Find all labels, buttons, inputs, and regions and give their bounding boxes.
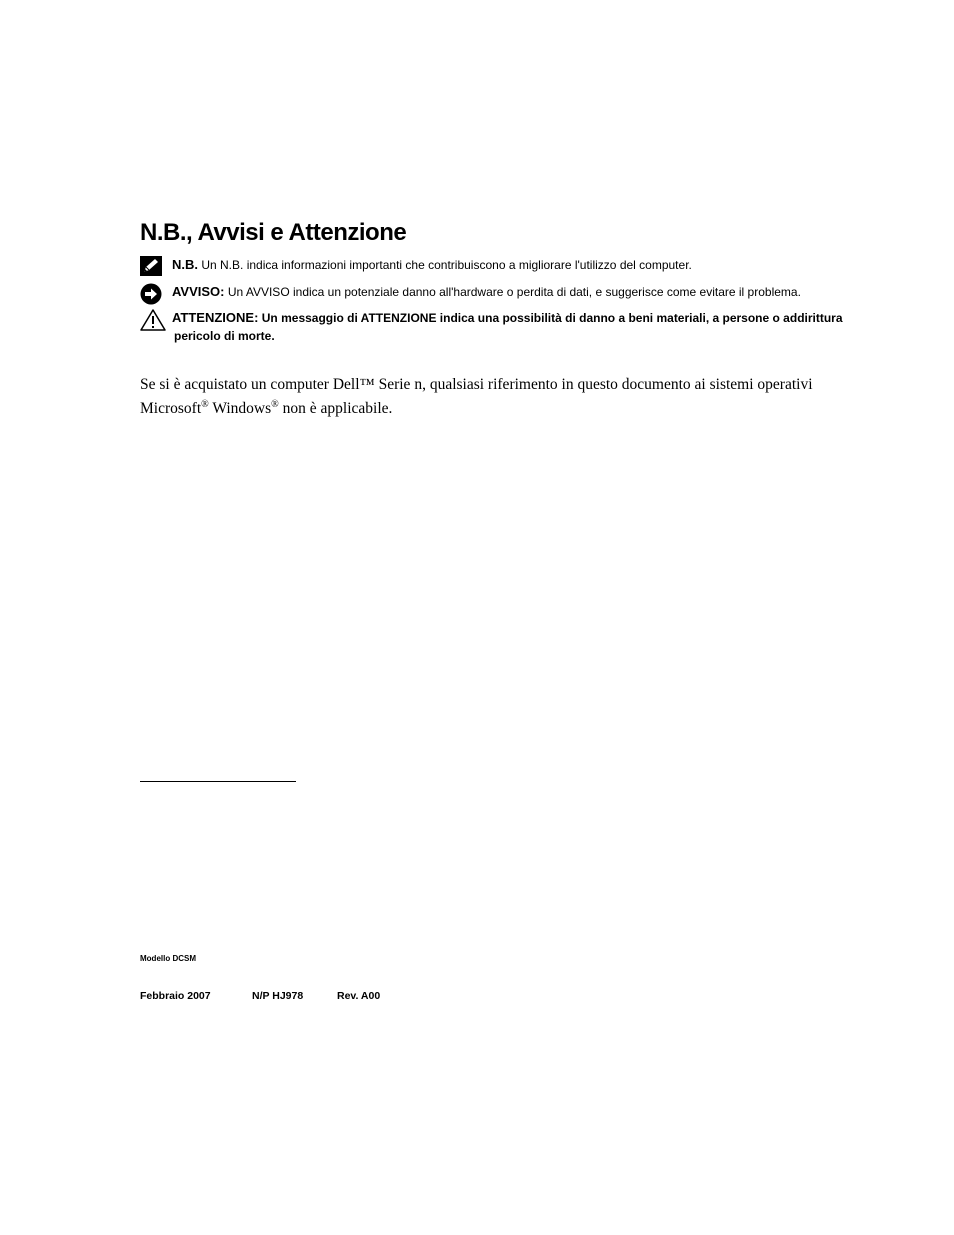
notice-text: Un AVVISO indica un potenziale danno all'hardware o perdita di dati, e suggerisce come evitare il problema. (227, 285, 801, 299)
body-text-3: non è applicabile. (278, 400, 393, 418)
note-text: Un N.B. indica informazioni importanti che contribuiscono a migliorare l'utilizzo del computer. (201, 258, 692, 272)
body-text-1: Se si è acquistato un computer Dell™ Serie n, qualsiasi riferimento in questo documento ai sistemi operativi Microsoft (140, 376, 813, 418)
page-title: N.B., Avvisi e Attenzione (140, 219, 407, 246)
footer-revision: Rev. A00 (337, 990, 381, 1002)
body-paragraph (140, 375, 840, 419)
pencil-icon (140, 256, 164, 278)
caution-text-continued: pericolo di morte. (174, 329, 275, 343)
footer-date: Febbraio 2007 (140, 990, 211, 1002)
note-label: N.B. (172, 257, 198, 272)
caution-label: ATTENZIONE: (172, 310, 259, 325)
divider-rule (140, 781, 296, 782)
warning-triangle-icon (140, 309, 164, 331)
footer-part-number: N/P HJ978 (252, 990, 304, 1002)
model-number: Modello DCSM (140, 954, 196, 963)
caution-text: Un messaggio di ATTENZIONE indica una possibilità di danno a beni materiali, a persone o addirittura (261, 311, 843, 325)
registered-mark: ® (201, 399, 209, 410)
registered-mark: ® (271, 399, 279, 410)
arrow-circle-icon (140, 283, 164, 305)
body-text-2: Windows (208, 400, 272, 418)
notice-label: AVVISO: (172, 284, 225, 299)
